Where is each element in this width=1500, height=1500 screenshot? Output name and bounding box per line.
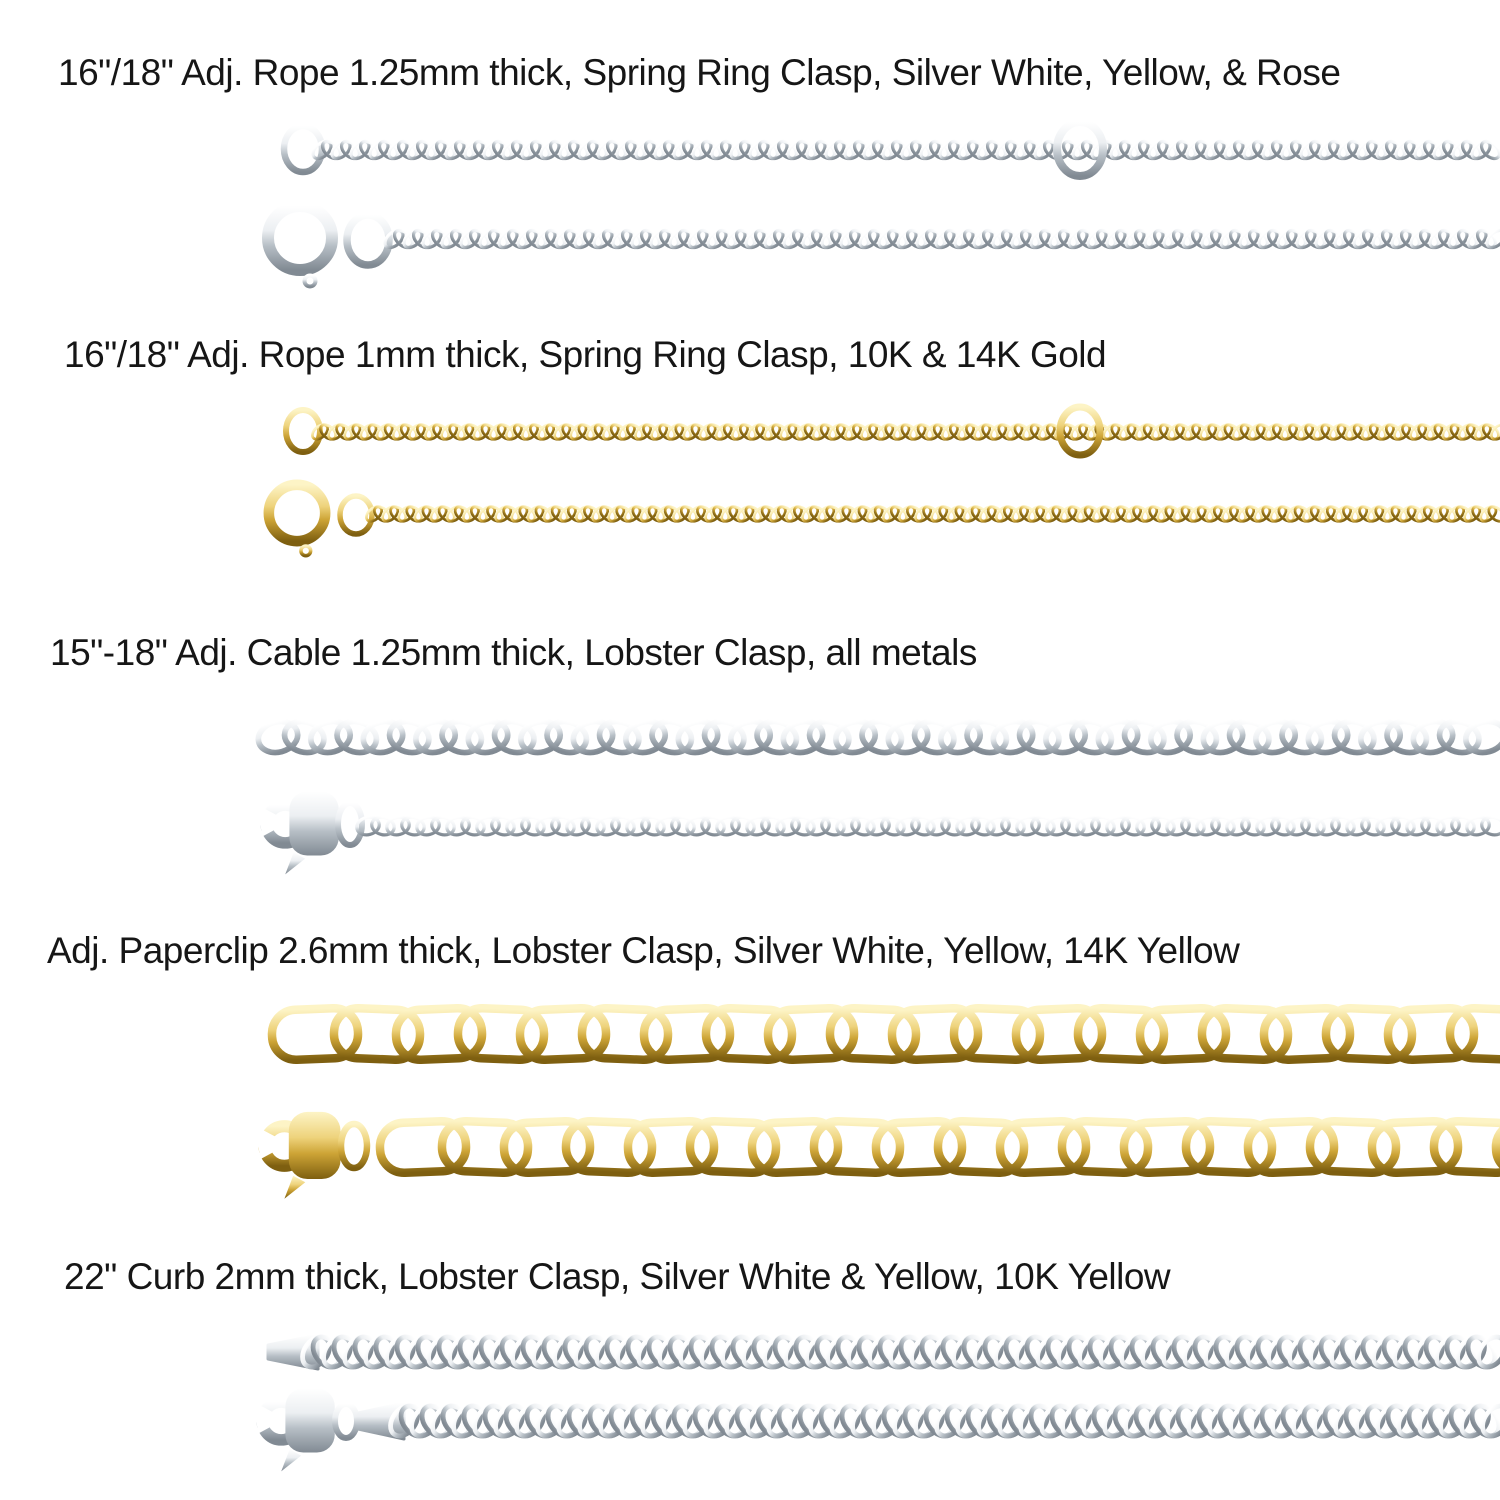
cable-lobster-clasp-row xyxy=(258,791,1500,874)
cable-extender-row xyxy=(255,717,1500,757)
curb-endcap-row xyxy=(268,1332,1500,1372)
section-5-heading: 22" Curb 2mm thick, Lobster Clasp, Silver White & Yellow, 10K Yellow xyxy=(64,1256,1171,1297)
rope-gold-spring-ring-clasp-row xyxy=(269,485,1500,556)
section-1-heading: 16"/18" Adj. Rope 1.25mm thick, Spring Ring Clasp, Silver White, Yellow, & Rose xyxy=(58,52,1341,93)
section-2-heading: 16"/18" Adj. Rope 1mm thick, Spring Ring Clasp, 10K & 14K Gold xyxy=(64,334,1107,375)
rope-gold-adjustable-end-row xyxy=(286,407,1500,455)
paperclip-chain-row xyxy=(271,1007,1500,1060)
rope-silver-adjustable-end-row xyxy=(284,122,1500,176)
section-3-heading: 15"-18" Adj. Cable 1.25mm thick, Lobster Clasp, all metals xyxy=(50,632,977,673)
section-4-heading: Adj. Paperclip 2.6mm thick, Lobster Clasp, Silver White, Yellow, 14K Yellow xyxy=(47,930,1240,971)
rope-silver-spring-ring-clasp-row xyxy=(268,206,1500,287)
paperclip-lobster-clasp-row xyxy=(256,1112,1500,1199)
curb-lobster-clasp-row xyxy=(254,1388,1500,1471)
